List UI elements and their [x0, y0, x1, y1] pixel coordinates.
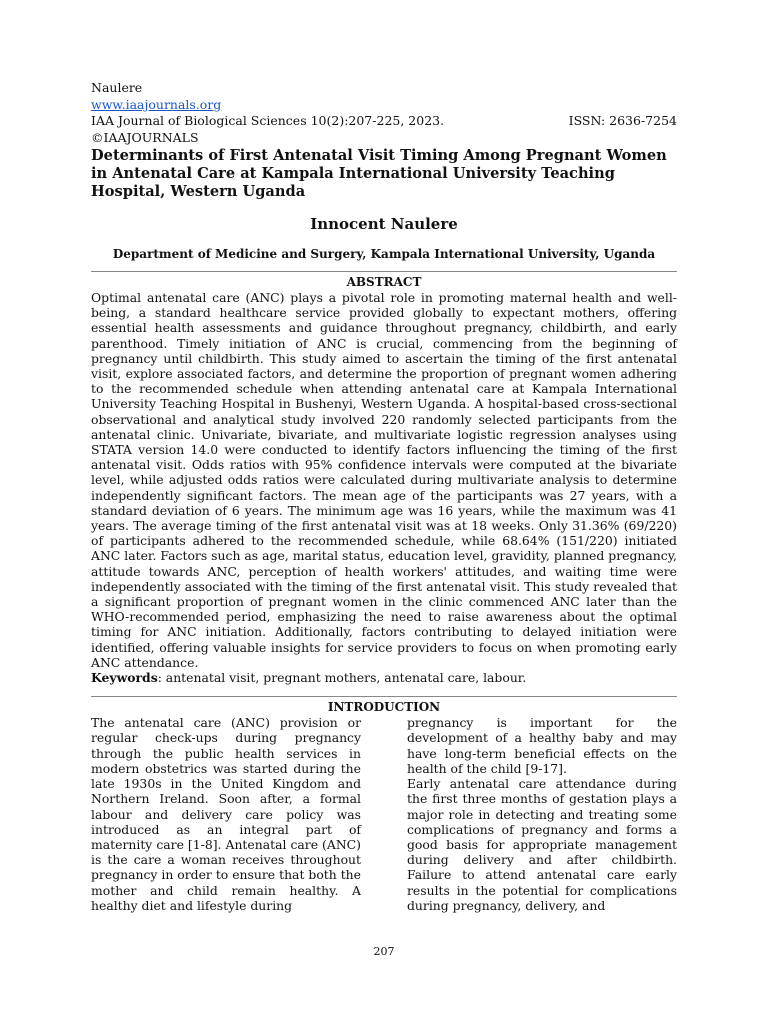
- abstract-heading: ABSTRACT: [346, 275, 422, 289]
- intro-paragraph-1: The antenatal care (ANC) provision or regular check-ups during pregnancy through the public health services in modern obstetrics was started during the late 1930s in the United Kingdom and Northern Ireland. Soon after, a formal labour and delivery care policy was introduced as an integral part of maternity care [1-8]. Antenatal care (ANC) is the care a woman receives throughout pregnancy in order to ensure that both the mother and child remain healthy. A healthy diet and lifestyle during: [91, 715, 361, 913]
- introduction-columns: [91, 715, 677, 913]
- author-name: Innocent Naulere: [310, 215, 458, 233]
- right-column: [407, 715, 677, 913]
- journal-website-link[interactable]: www.iaajournals.org: [91, 96, 222, 112]
- issn: ISSN: 2636-7254: [568, 113, 677, 128]
- copyright: ©IAAJOURNALS: [91, 129, 199, 145]
- journal-citation: IAA Journal of Biological Sciences 10(2):207-225, 2023.: [91, 113, 445, 128]
- journal-info-row: [91, 113, 677, 130]
- article-title: Determinants of First Antenatal Visit Timing Among Pregnant Women in Antenatal Care at Kampala International University Teaching Hospital, Western Uganda: [91, 147, 667, 200]
- intro-paragraph-2: Early antenatal care attendance during the first three months of gestation plays a major role in detecting and treating some complications of pregnancy and forms a good basis for appropriate management during delivery and after childbirth. Failure to attend antenatal care early results in the potential for complications during pregnancy, delivery, and: [407, 776, 677, 913]
- page-number: 207: [373, 945, 395, 958]
- running-author: Naulere: [91, 80, 143, 95]
- abstract-divider: [91, 271, 677, 272]
- abstract-text: Optimal antenatal care (ANC) plays a pivotal role in promoting maternal health and well-being, a standard healthcare service provided globally to expectant mothers, offering essential health assessments and guidance throughout pregnancy, childbirth, and early parenthood. Timely initiation of ANC is crucial, commencing from the beginning of pregnancy until childbirth. This study aimed to ascertain the timing of the first antenatal visit, explore associated factors, and determine the proportion of pregnant women adhering to the recommended schedule when attending antenatal care at Kampala International University Teaching Hospital in Bushenyi, Western Uganda. A hospital-based cross-sectional observational and analytical study involved 220 randomly selected participants from the antenatal clinic. Univariate, bivariate, and multivariate logistic regression analyses using STATA version 14.0 were conducted to identify factors influencing the timing of the first antenatal visit. Odds ratios with 95% confidence intervals were computed at the bivariate level, while adjusted odds ratios were calculated during multivariate analysis to determine independently significant factors. The mean age of the participants was 27 years, with a standard deviation of 6 years. The minimum age was 16 years, while the maximum was 41 years. The average timing of the first antenatal visit was at 18 weeks. Only 31.36% (69/220) of participants adhered to the recommended schedule, while 68.64% (151/220) initiated ANC later. Factors such as age, marital status, education level, gravidity, planned pregnancy, attitude towards ANC, perception of health workers' attitudes, and waiting time were independently associated with the timing of the first antenatal visit. This study revealed that a significant proportion of pregnant women in the clinic commenced ANC later than the WHO-recommended period, emphasizing the need to raise awareness about the optimal timing for ANC initiation. Additionally, factors contributing to delayed initiation were identified, offering valuable insights for service providers to focus on when promoting early ANC attendance.: [91, 290, 677, 670]
- intro-paragraph-1-continued: pregnancy is important for the development of a healthy baby and may have long-term beneficial effects on the health of the child [9-17].: [407, 715, 677, 776]
- author-affiliation: Department of Medicine and Surgery, Kampala International University, Uganda: [112, 247, 656, 261]
- left-column: [91, 715, 361, 913]
- introduction-heading: INTRODUCTION: [327, 700, 441, 715]
- introduction-divider: [91, 696, 677, 697]
- keywords-label: Keywords: [91, 670, 158, 686]
- keywords-list: : antenatal visit, pregnant mothers, antenatal care, labour.: [157, 670, 527, 686]
- keywords: [91, 670, 677, 685]
- paper-page: [91, 80, 677, 913]
